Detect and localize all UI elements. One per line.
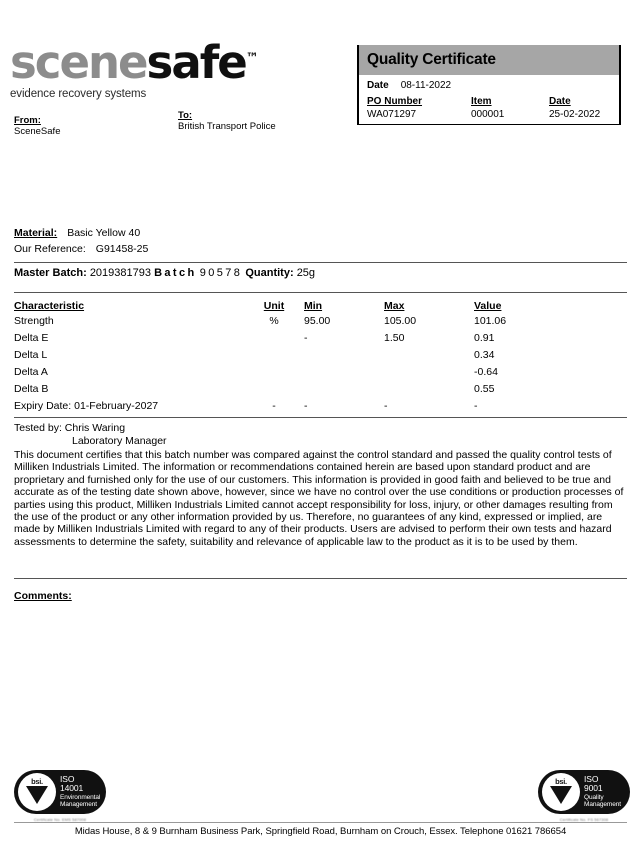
cell-value: 0.55 <box>474 383 495 395</box>
cell-min <box>304 346 384 363</box>
brand-wordmark <box>10 36 259 89</box>
cell-value: 0.34 <box>474 349 495 361</box>
bsi-triangle-icon <box>550 786 572 804</box>
brand-tagline: evidence recovery systems <box>10 88 147 100</box>
from-value: SceneSafe <box>14 126 61 137</box>
po-number-label: PO Number <box>367 96 423 107</box>
table-row <box>14 314 627 329</box>
to-label: To: <box>178 110 193 121</box>
wordmark-scene: scene <box>10 36 147 89</box>
comments-label: Comments: <box>14 590 72 602</box>
item-value: 000001 <box>471 108 505 120</box>
iso-14001-number: 14001 <box>60 783 84 794</box>
table-row <box>14 363 627 380</box>
cell-characteristic: Delta E <box>14 332 49 344</box>
cell-characteristic: Delta A <box>14 366 48 378</box>
material-value: Basic Yellow 40 <box>67 227 141 239</box>
cell-characteristic: Expiry Date: 01-February-2027 <box>14 400 159 412</box>
iso-9001-number: 9001 <box>584 783 603 794</box>
iso-9001-badge <box>538 770 630 814</box>
tested-by-block <box>14 422 627 548</box>
certificate-title: Quality Certificate <box>367 51 496 68</box>
divider-above-comments <box>14 578 627 579</box>
po-number-value: WA071297 <box>367 108 417 120</box>
batch-label: Batch <box>154 267 197 279</box>
cell-max <box>384 346 474 363</box>
table-row <box>14 329 627 346</box>
master-batch-label: Master Batch: <box>14 267 87 279</box>
cell-max <box>384 363 474 380</box>
cell-min: - <box>304 400 308 412</box>
iso-14001-logo <box>14 770 106 822</box>
iso-14001-certificate-note: Certificate No. EMS 587008 <box>33 817 87 822</box>
iso-9001-subtitle-2: Management <box>584 801 621 809</box>
cell-min: - <box>304 332 308 344</box>
certificate-date-label: Date <box>367 80 389 91</box>
item-label: Item <box>471 96 492 107</box>
iso-14001-standard: ISO <box>60 774 75 785</box>
reference-label: Our Reference: <box>14 243 86 255</box>
bsi-logo-text: bsi. <box>555 777 567 786</box>
iso-9001-subtitle-1: Quality <box>584 793 604 801</box>
iso-14001-text <box>60 775 100 809</box>
cell-unit: % <box>269 315 279 327</box>
table-row <box>14 380 627 397</box>
cell-value: 101.06 <box>474 315 507 327</box>
batch-value: 90578 <box>199 267 243 279</box>
divider-above-batch <box>14 262 627 263</box>
cell-max <box>384 380 474 397</box>
wordmark-safe: safe <box>146 36 246 89</box>
from-address-block <box>14 115 60 138</box>
quantity-value: 25g <box>296 267 316 279</box>
iso-9001-standard: ISO <box>584 774 599 785</box>
table-row <box>14 397 627 414</box>
header-max: Max <box>384 300 405 312</box>
material-block <box>14 225 414 257</box>
footer-divider <box>14 822 627 823</box>
cell-unit <box>244 329 304 346</box>
reference-value: G91458-25 <box>95 243 149 255</box>
batch-line <box>14 266 315 280</box>
order-date-cell <box>549 96 600 121</box>
certificate-title-banner <box>359 45 619 75</box>
iso-14001-subtitle-1: Environmental <box>60 793 101 801</box>
header-min: Min <box>304 300 323 312</box>
bsi-logo-text: bsi. <box>31 777 43 786</box>
cell-min: 95.00 <box>304 315 331 327</box>
disclaimer-text: This document certifies that this batch number was compared against the control standard and passed the quality control tests of Milliken Industrials Limited. The information or recommendations contained herein are based upon standard product and are proprietary and furnished only for the use of our customers. This information is provided in good faith and believed to be true and accurate as of the testing date shown above, however, since we have no control over the use conditions or production processes of parties using this product, Milliken Industrials Limited cannot accept responsibility for loss, injury, or other damages resulting from the use of the product or any other information provided by us. Therefore, no guarantees of any kind, expressed or implied, are made by Milliken Industrials Limited with regard to any of their products. Users are advised to perform their own tests and hazard assessments to determine the safety, suitability and relevance of applicable law to the product as it is to be used by them. <box>14 449 624 548</box>
iso-9001-certificate-note: Certificate No. FS 567308 <box>559 817 609 822</box>
cell-value: - <box>474 400 478 412</box>
brand-logo <box>10 36 259 100</box>
material-label: Material: <box>14 227 58 239</box>
cell-unit <box>244 363 304 380</box>
cell-value: 0.91 <box>474 332 495 344</box>
iso-14001-subtitle-2: Management <box>60 801 97 809</box>
cell-min <box>304 363 384 380</box>
cell-unit: - <box>272 400 276 412</box>
bsi-kitemark-icon <box>18 773 56 811</box>
header-characteristic: Characteristic <box>14 300 85 312</box>
po-number-cell <box>367 96 471 121</box>
table-row <box>14 346 627 363</box>
divider-below-batch <box>14 292 627 293</box>
to-address-block <box>178 110 276 133</box>
certificate-header-box <box>357 45 621 125</box>
iso-9001-logo <box>538 770 630 822</box>
cell-max: 1.50 <box>384 332 405 344</box>
tested-by-role: Laboratory Manager <box>72 435 167 447</box>
order-date-label: Date <box>549 96 571 107</box>
cell-unit <box>244 346 304 363</box>
order-date-value: 25-02-2022 <box>549 108 601 120</box>
header-value: Value <box>474 300 502 312</box>
cell-unit <box>244 380 304 397</box>
certificate-date-value: 08-11-2022 <box>400 80 452 91</box>
bsi-triangle-icon <box>26 786 48 804</box>
cell-min <box>304 380 384 397</box>
iso-14001-badge <box>14 770 106 814</box>
iso-9001-text <box>584 775 621 809</box>
to-value: British Transport Police <box>178 121 276 132</box>
material-row <box>14 225 414 241</box>
cell-characteristic: Delta L <box>14 349 48 361</box>
header-unit: Unit <box>263 300 285 312</box>
divider-above-tested-by <box>14 417 627 418</box>
quantity-label: Quantity: <box>245 267 294 279</box>
footer-address: Midas House, 8 & 9 Burnham Business Park, Springfield Road, Burnham on Crouch, Essex. Telephone 01621 786654 <box>74 826 567 837</box>
certificate-details <box>359 75 619 124</box>
item-cell <box>471 96 549 121</box>
certificate-order-grid <box>367 96 611 121</box>
bsi-kitemark-icon <box>542 773 580 811</box>
table-header-row <box>14 298 627 314</box>
from-label: From: <box>14 115 41 126</box>
cell-max: - <box>384 400 388 412</box>
cell-characteristic: Strength <box>14 315 54 327</box>
trademark-symbol: ™ <box>245 51 259 66</box>
tested-by-name: Tested by: Chris Waring <box>14 422 126 434</box>
master-batch-value: 2019381793 <box>89 267 151 279</box>
characteristics-table <box>14 298 627 414</box>
cell-max: 105.00 <box>384 315 417 327</box>
cell-value: -0.64 <box>474 366 498 378</box>
cell-characteristic: Delta B <box>14 383 49 395</box>
table-body <box>14 314 627 414</box>
certificate-date-row <box>367 79 611 93</box>
reference-row <box>14 241 414 257</box>
